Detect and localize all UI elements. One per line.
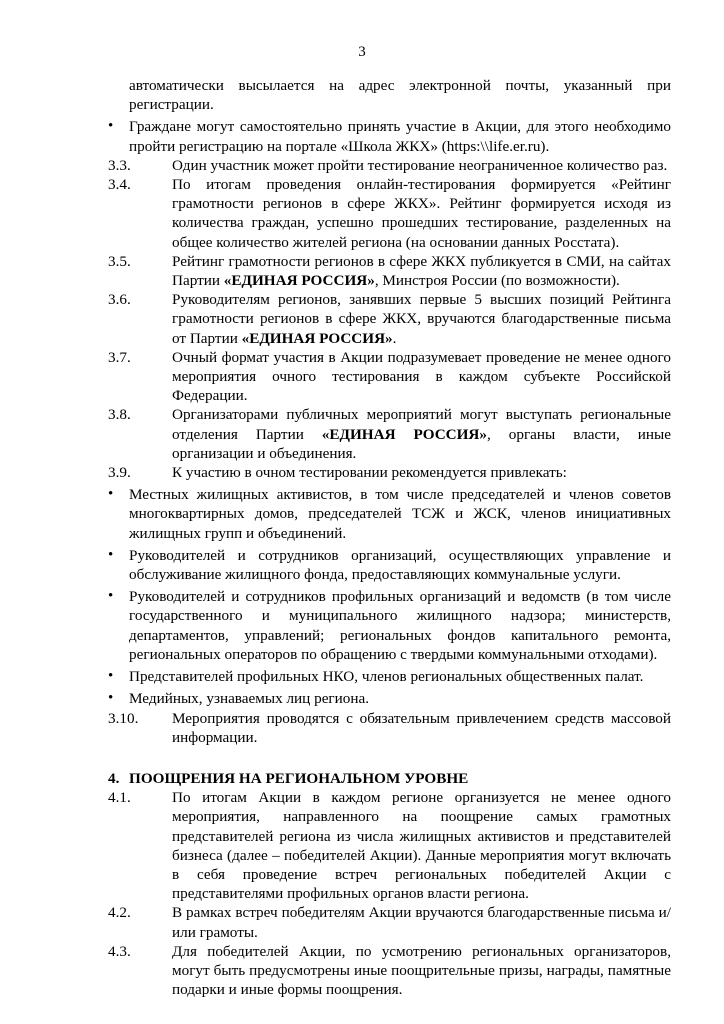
section-heading — [108, 769, 671, 788]
clause-4-2 — [108, 903, 671, 941]
clause-number: 3.7. — [108, 348, 131, 366]
clause-text: Рейтинг грамотности регионов в сфере ЖКХ публикуется в СМИ, на сайтах Партии «ЕДИНАЯ РОССИЯ», Минстроя России (по возможности). — [172, 252, 671, 290]
clause-4-3 — [108, 942, 671, 1000]
bullet-glyph: • — [108, 546, 114, 563]
clause-number: 3.3. — [108, 156, 131, 174]
clause-text: По итогам Акции в каждом регионе организуется не менее одного мероприятия, направленного на поощрение самых грамотных представителей региона из числа жилищных активистов и представителей бизнеса (далее – победителей Акции). Данные мероприятия могут включать в себя проведение встреч региональных победителей Акции с представителями профильных органов власти региона. — [172, 789, 671, 903]
party-name: «ЕДИНАЯ РОССИЯ» — [223, 272, 375, 290]
clause-number: 3.9. — [108, 464, 131, 482]
clause-number: 4.2. — [108, 904, 131, 922]
clause-3-10 — [108, 709, 671, 747]
clause-text: Один участник может пройти тестирование неограниченное количество раз. — [172, 156, 668, 174]
bullet-glyph: • — [108, 668, 114, 685]
party-name: «ЕДИНАЯ РОССИЯ» — [321, 425, 487, 443]
section-title: ПООЩРЕНИЯ НА РЕГИОНАЛЬНОМ УРОВНЕ — [129, 769, 469, 787]
clause-3-7 — [108, 348, 671, 406]
bullet-glyph: • — [108, 588, 114, 605]
clause-3-5 — [108, 252, 671, 290]
bullet-item — [108, 485, 671, 543]
page-number: 3 — [358, 44, 366, 60]
clause-text: По итогам проведения онлайн-тестирования формируется «Рейтинг грамотности регионов в сфере ЖКХ». Рейтинг формируется исходя из количества граждан, успешно прошедших тестирование, разделенных на общее количество жителей региона (на основании данных Росстата). — [172, 176, 671, 251]
bullet-glyph: • — [108, 118, 114, 135]
clause-number: 3.6. — [108, 291, 131, 309]
clause-text: Организаторами публичных мероприятий могут выступать региональные отделения Партии «ЕДИНАЯ РОССИЯ», органы власти, иные организации и объединения. — [172, 406, 671, 462]
bullet-item — [108, 667, 671, 686]
clause-number: 4.1. — [108, 789, 131, 807]
clause-text: К участию в очном тестировании рекомендуется привлекать: — [172, 464, 567, 482]
bullet-text: Местных жилищных активистов, в том числе председателей и членов советов многоквартирных домов, председателей ТСЖ и ЖСК, членов инициативных жилищных групп и объединений. — [129, 486, 671, 542]
clause-text: Для победителей Акции, по усмотрению региональных организаторов, могут быть предусмотрены иные поощрительные призы, награды, памятные подарки и иные формы поощрения. — [172, 942, 671, 999]
bullet-text: Руководителей и сотрудников организаций, осуществляющих управление и обслуживание жилищного фонда, предоставляющих коммунальные услуги. — [129, 546, 671, 584]
document-body — [108, 76, 671, 999]
clause-text: В рамках встреч победителям Акции вручаются благодарственные письма и/или грамоты. — [172, 904, 671, 941]
clause-3-9 — [108, 463, 671, 482]
party-name: «ЕДИНАЯ РОССИЯ» — [241, 329, 393, 347]
clause-3-6 — [108, 290, 671, 348]
bullet-item — [108, 546, 671, 584]
clause-3-4 — [108, 175, 671, 252]
bullet-item — [108, 689, 671, 708]
bullet-list-3-9 — [108, 485, 671, 708]
clause-number: 3.10. — [108, 709, 139, 727]
clause-number: 4.3. — [108, 942, 131, 960]
clause-text: Руководителям регионов, занявших первые 5 высших позиций Рейтинга грамотности регионов в сфере ЖКХ, вручаются благодарственные письма от Партии «ЕДИНАЯ РОССИЯ». — [172, 291, 671, 347]
clause-text: Очный формат участия в Акции подразумевает проведение не менее одного мероприятия очного тестирования в каждом субъекте Российской Федерации. — [172, 348, 671, 405]
clause-number: 3.8. — [108, 406, 131, 424]
bullet-text: Представителей профильных НКО, членов региональных общественных палат. — [129, 668, 644, 686]
bullet-text: Медийных, узнаваемых лиц региона. — [129, 690, 370, 708]
bullet-item — [108, 117, 671, 155]
clause-4-1 — [108, 788, 671, 903]
clause-number: 3.4. — [108, 176, 131, 194]
bullet-text: Граждане могут самостоятельно принять участие в Акции, для этого необходимо пройти регистрацию на портале «Школа ЖКХ» (https:\\life.er.ru). — [129, 118, 671, 155]
bullet-item — [108, 587, 671, 664]
clause-3-8 — [108, 405, 671, 463]
section-number: 4. — [108, 769, 120, 787]
bullet-text: Руководителей и сотрудников профильных организаций и ведомств (в том числе государственного и муниципального жилищного надзора; министерств, департаментов, управлений; региональных фондов капитального ремонта, региональных операторов по обращению с твердыми коммунальными отходами). — [129, 588, 671, 663]
clause-3-3 — [108, 156, 671, 175]
continuation-paragraph: автоматически высылается на адрес электронной почты, указанный при регистрации. — [129, 77, 671, 114]
bullet-glyph: • — [108, 486, 114, 503]
bullet-glyph: • — [108, 690, 114, 707]
clause-number: 3.5. — [108, 252, 131, 270]
clause-text: Мероприятия проводятся с обязательным привлечением средств массовой информации. — [172, 709, 671, 746]
